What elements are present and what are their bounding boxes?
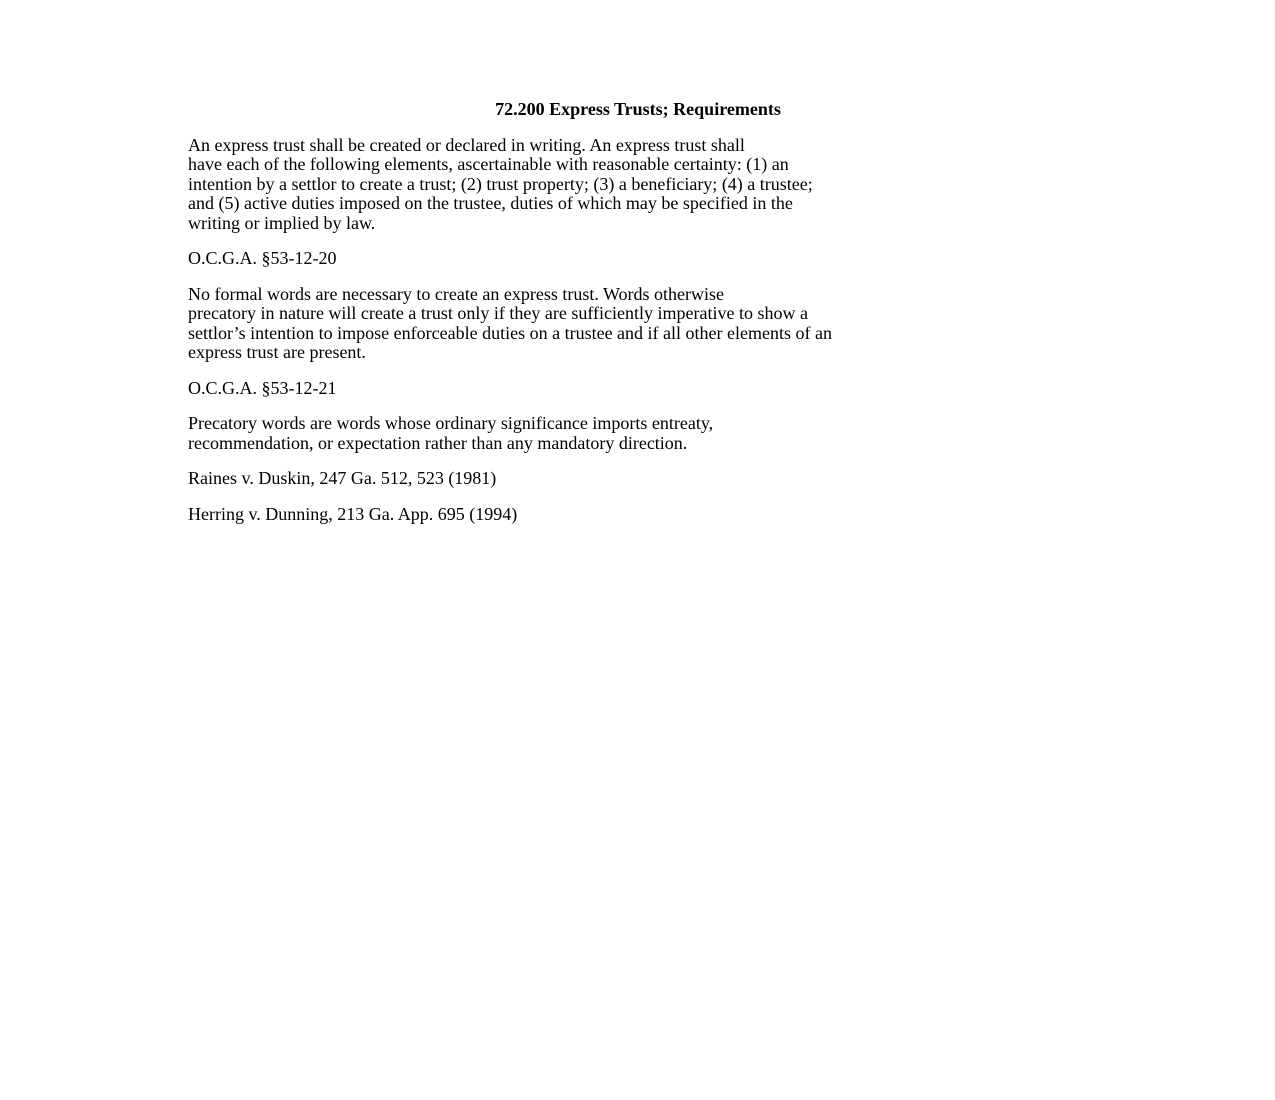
paragraph-line: No formal words are necessary to create an express trust. Words otherwise: [188, 283, 725, 304]
paragraph-express-trust-elements: [188, 136, 1088, 234]
paragraph-line: An express trust shall be created or declared in writing. An express trust shall: [188, 134, 745, 155]
paragraph-line: have each of the following elements, ascertainable with reasonable certainty: (1) an: [188, 154, 789, 174]
paragraph-line: express trust are present.: [188, 342, 366, 362]
citation-herring-v-dunning: Herring v. Dunning, 213 Ga. App. 695 (1994): [188, 503, 518, 524]
paragraph-line: settlor’s intention to impose enforceable duties on a trustee and if all other elements of an: [188, 322, 832, 343]
paragraph-precatory-words: [188, 414, 1088, 453]
citation-ocga-53-12-20: O.C.G.A. §53-12-20: [188, 248, 337, 268]
paragraph-formal-words: [188, 285, 1088, 363]
citation-raines-v-duskin: Raines v. Duskin, 247 Ga. 512, 523 (1981): [188, 468, 497, 488]
document-content: [188, 100, 1088, 540]
paragraph-line: recommendation, or expectation rather than any mandatory direction.: [188, 432, 688, 453]
paragraph-line: intention by a settlor to create a trust; (2) trust property; (3) a beneficiary; (4) a trustee;: [188, 173, 813, 194]
paragraph-line: and (5) active duties imposed on the trustee, duties of which may be specified in the: [188, 193, 793, 213]
paragraph-line: precatory in nature will create a trust only if they are sufficiently imperative to show a: [188, 303, 808, 323]
paragraph-line: writing or implied by law.: [188, 212, 376, 233]
document-title: 72.200 Express Trusts; Requirements: [495, 99, 781, 119]
paragraph-line: Precatory words are words whose ordinary significance imports entreaty,: [188, 413, 714, 433]
citation-ocga-53-12-21: O.C.G.A. §53-12-21: [188, 377, 337, 398]
